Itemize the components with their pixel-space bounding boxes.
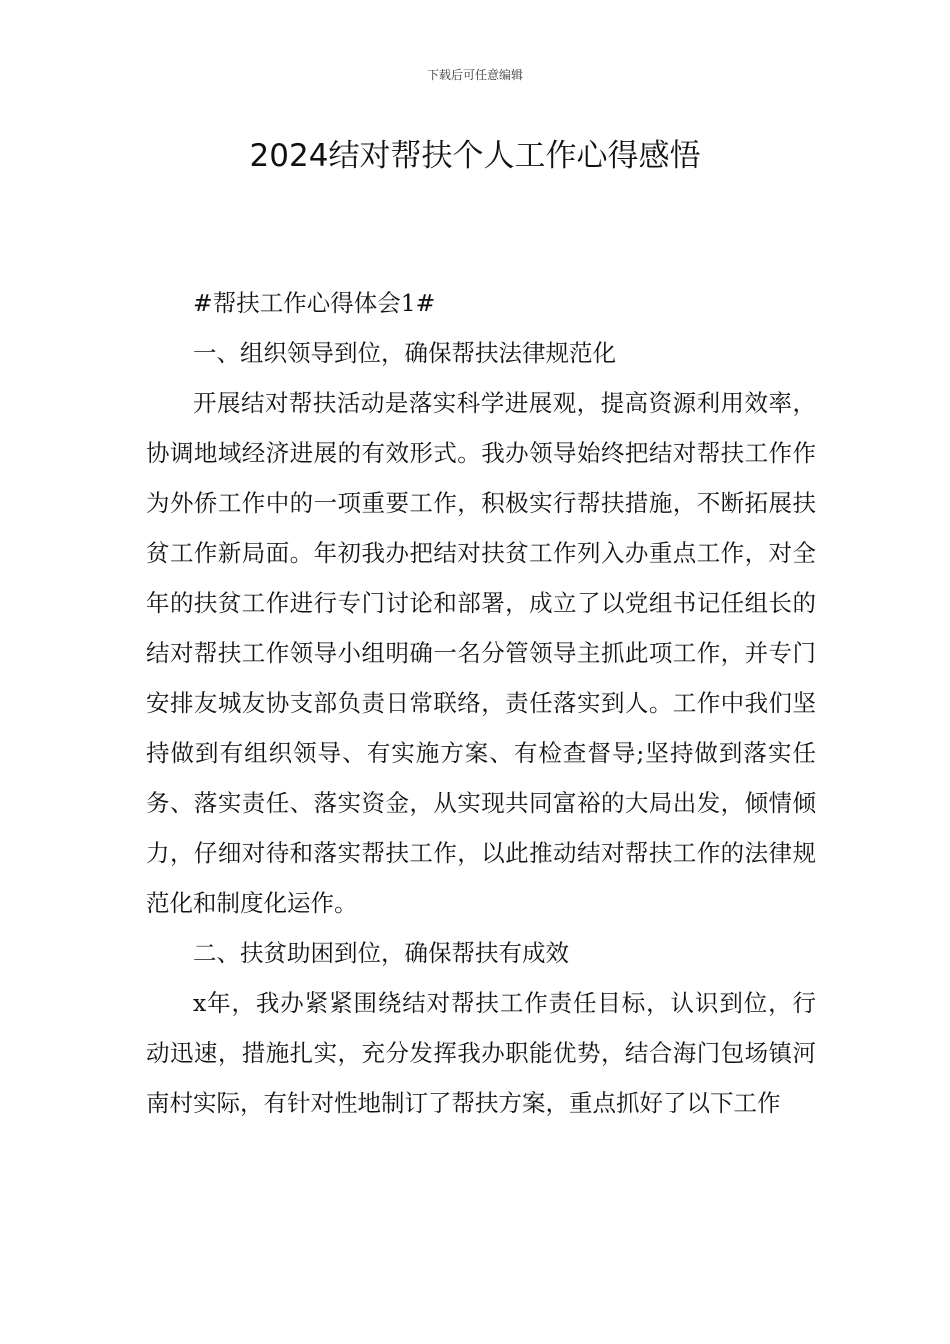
section-heading-1: 一、组织领导到位，确保帮扶法律规范化 [193, 339, 616, 367]
section-heading-2: 二、扶贫助困到位，确保帮扶有成效 [193, 939, 569, 967]
document-title: 2024结对帮扶个人工作心得感悟 [249, 138, 701, 174]
subheading-experience-1: #帮扶工作心得体会1# [193, 289, 436, 317]
body-paragraph-1: 开展结对帮扶活动是落实科学进展观，提高资源利用效率，协调地域经济进展的有效形式。我办领导始终把结对帮扶工作作为外侨工作中的一项重要工作，积极实行帮扶措施，不断拓展扶贫工作新局面。年初我办把结对扶贫工作列入办重点工作，对全年的扶贫工作进行专门讨论和部署，成立了以党组书记任组长的结对帮扶工作领导小组明确一名分管领导主抓此项工作，并专门安排友城友协支部负责日常联络，责任落实到人。工作中我们坚持做到有组织领导、有实施方案、有检查督导;坚持做到落实任务、落实责任、落实资金，从实现共同富裕的大局出发，倾情倾力，仔细对待和落实帮扶工作，以此推动结对帮扶工作的法律规范化和制度化运作。 [146, 389, 816, 917]
document-body [146, 278, 816, 1128]
page-header-note: 下载后可任意编辑 [426, 68, 523, 82]
body-paragraph-2: x年，我办紧紧围绕结对帮扶工作责任目标，认识到位，行动迅速，措施扎实，充分发挥我办职能优势，结合海门包场镇河南村实际，有针对性地制订了帮扶方案，重点抓好了以下工作 [146, 989, 816, 1117]
